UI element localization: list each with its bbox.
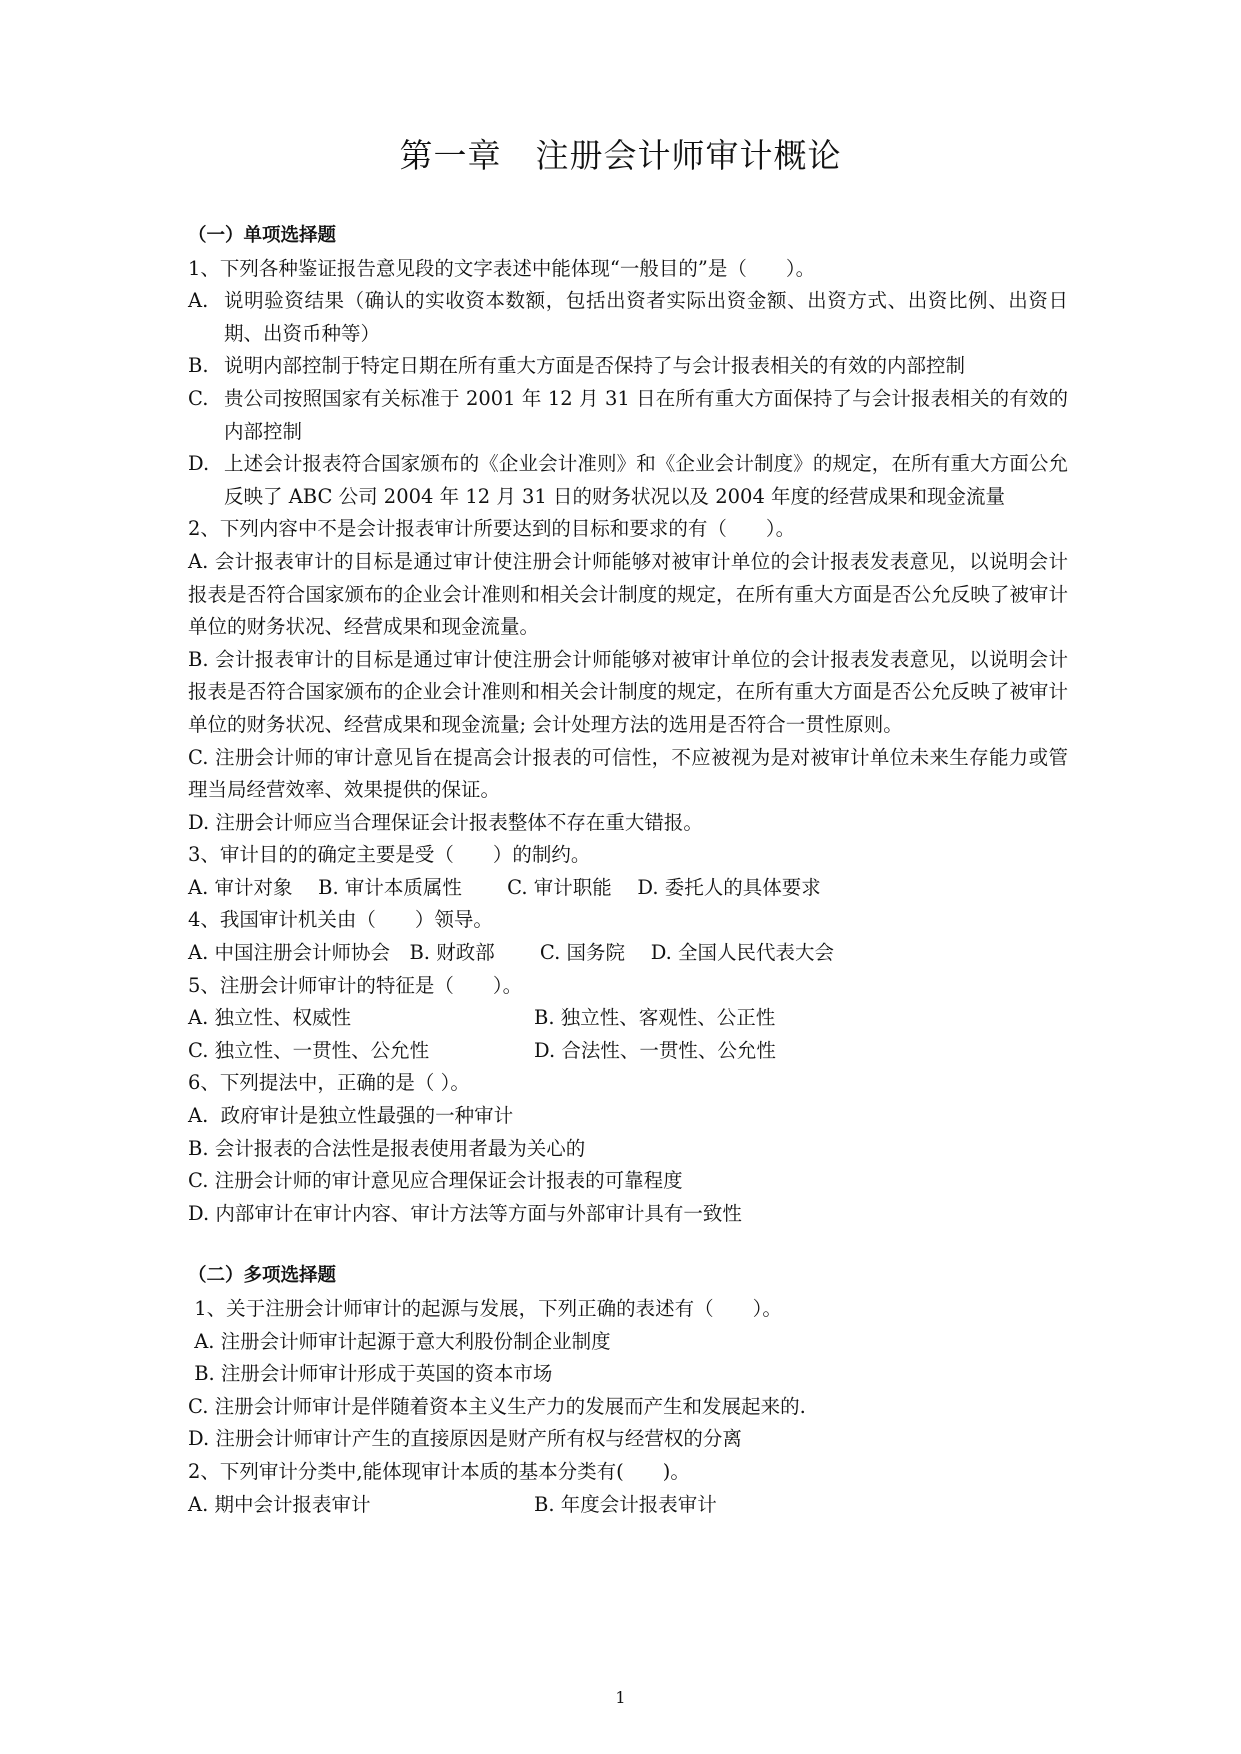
question-6-option-d: D. 内部审计在审计内容、审计方法等方面与外部审计具有一致性 <box>188 1201 742 1225</box>
question-5-option-c: C. 独立性、一贯性、公允性 <box>188 1038 430 1062</box>
multi-question-2-option-a: A. 期中会计报表审计 <box>188 1492 371 1516</box>
multi-question-1-option-a: A. 注册会计师审计起源于意大利股份制企业制度 <box>188 1329 611 1353</box>
option-text: 贵公司按照国家有关标准于 2001 年 12 月 31 日在所有重大方面保持了与会计报表相关的有效的内部控制 <box>224 386 1068 443</box>
document-body <box>188 220 1068 1521</box>
question-5-options-row-2 <box>188 1035 1068 1068</box>
question-3-stem: 3、审计目的的确定主要是受（ ）的制约。 <box>188 843 591 867</box>
question-3-options: A. 审计对象 B. 审计本质属性 C. 审计职能 D. 委托人的具体要求 <box>188 875 821 899</box>
question-6-option-c: C. 注册会计师的审计意见应合理保证会计报表的可靠程度 <box>188 1169 683 1193</box>
question-5-option-a: A. 独立性、权威性 <box>188 1006 351 1030</box>
question-1-stem: 1、下列各种鉴证报告意见段的文字表述中能体现“一般目的”是（ ）。 <box>188 256 816 280</box>
option-key: D. <box>188 452 210 476</box>
chapter-title: 第一章 注册会计师审计概论 <box>399 136 842 175</box>
question-4-options: A. 中国注册会计师协会 B. 财政部 C. 国务院 D. 全国人民代表大会 <box>188 941 835 965</box>
question-5-option-d: D. 合法性、一贯性、公允性 <box>534 1038 776 1062</box>
question-5-stem: 5、注册会计师审计的特征是（ ）。 <box>188 973 523 997</box>
section-heading-multiple-choice: （二）多项选择题 <box>188 1265 337 1287</box>
question-6-option-b: B. 会计报表的合法性是报表使用者最为关心的 <box>188 1136 586 1160</box>
page-number: 1 <box>615 1688 626 1707</box>
multi-question-2-option-b: B. 年度会计报表审计 <box>534 1492 717 1516</box>
question-4-stem: 4、我国审计机关由（ ）领导。 <box>188 908 493 932</box>
option-key: B. <box>188 354 209 378</box>
option-text: 上述会计报表符合国家颁布的《企业会计准则》和《企业会计制度》的规定，在所有重大方面公允反映了 ABC 公司 2004 年 12 月 31 日的财务状况以及 2004 年度的经营成果和现金流量 <box>224 452 1068 508</box>
option-key: C. <box>188 386 209 410</box>
question-5-option-b: B. 独立性、客观性、公正性 <box>534 1006 776 1030</box>
multi-question-1-option-b: B. 注册会计师审计形成于英国的资本市场 <box>188 1362 553 1386</box>
section-heading-single-choice: （一）单项选择题 <box>188 225 337 246</box>
question-5-options-row-1 <box>188 1002 1068 1035</box>
option-text: 说明内部控制于特定日期在所有重大方面是否保持了与会计报表相关的有效的内部控制 <box>224 354 966 378</box>
question-1-option-d <box>188 448 1068 513</box>
option-text: 说明验资结果（确认的实收资本数额，包括出资者实际出资金额、出资方式、出资比例、出资日期、出资币种等） <box>224 289 1068 345</box>
multi-question-2-stem: 2、下列审计分类中,能体现审计本质的基本分类有( )。 <box>188 1459 690 1483</box>
question-2-option-a: A. 会计报表审计的目标是通过审计使注册会计师能够对被审计单位的会计报表发表意见，以说明会计报表是否符合国家颁布的企业会计准则和相关会计制度的规定，在所有重大方面是否公允反映了被审计单位的财务状况、经营成果和现金流量。 <box>188 549 1068 639</box>
multi-question-1-stem: 1、关于注册会计师审计的起源与发展，下列正确的表述有（ ）。 <box>188 1297 782 1320</box>
question-1-option-c <box>188 383 1068 448</box>
section-spacer <box>188 1230 1068 1260</box>
question-6-option-a: A. 政府审计是独立性最强的一种审计 <box>188 1104 514 1128</box>
multi-question-1-option-d: D. 注册会计师审计产生的直接原因是财产所有权与经营权的分离 <box>188 1427 742 1451</box>
question-2-stem: 2、下列内容中不是会计报表审计所要达到的目标和要求的有（ ）。 <box>188 517 796 541</box>
question-6-stem: 6、下列提法中，正确的是（ ）。 <box>188 1071 470 1095</box>
multi-question-1-option-c: C. 注册会计师审计是伴随着资本主义生产力的发展而产生和发展起来的. <box>188 1394 806 1418</box>
question-1-option-a <box>188 285 1068 350</box>
multi-question-2-options-row <box>188 1489 1068 1522</box>
question-2-option-c: C. 注册会计师的审计意见旨在提高会计报表的可信性，不应被视为是对被审计单位未来生存能力或管理当局经营效率、效果提供的保证。 <box>188 745 1068 802</box>
question-1-option-b <box>188 350 1068 383</box>
question-2-option-d: D. 注册会计师应当合理保证会计报表整体不存在重大错报。 <box>188 810 703 834</box>
option-key: A. <box>188 289 209 313</box>
question-2-option-b: B. 会计报表审计的目标是通过审计使注册会计师能够对被审计单位的会计报表发表意见，以说明会计报表是否符合国家颁布的企业会计准则和相关会计制度的规定，在所有重大方面是否公允反映了被审计单位的财务状况、经营成果和现金流量; 会计处理方法的选用是否符合一贯性原则。 <box>188 647 1068 736</box>
